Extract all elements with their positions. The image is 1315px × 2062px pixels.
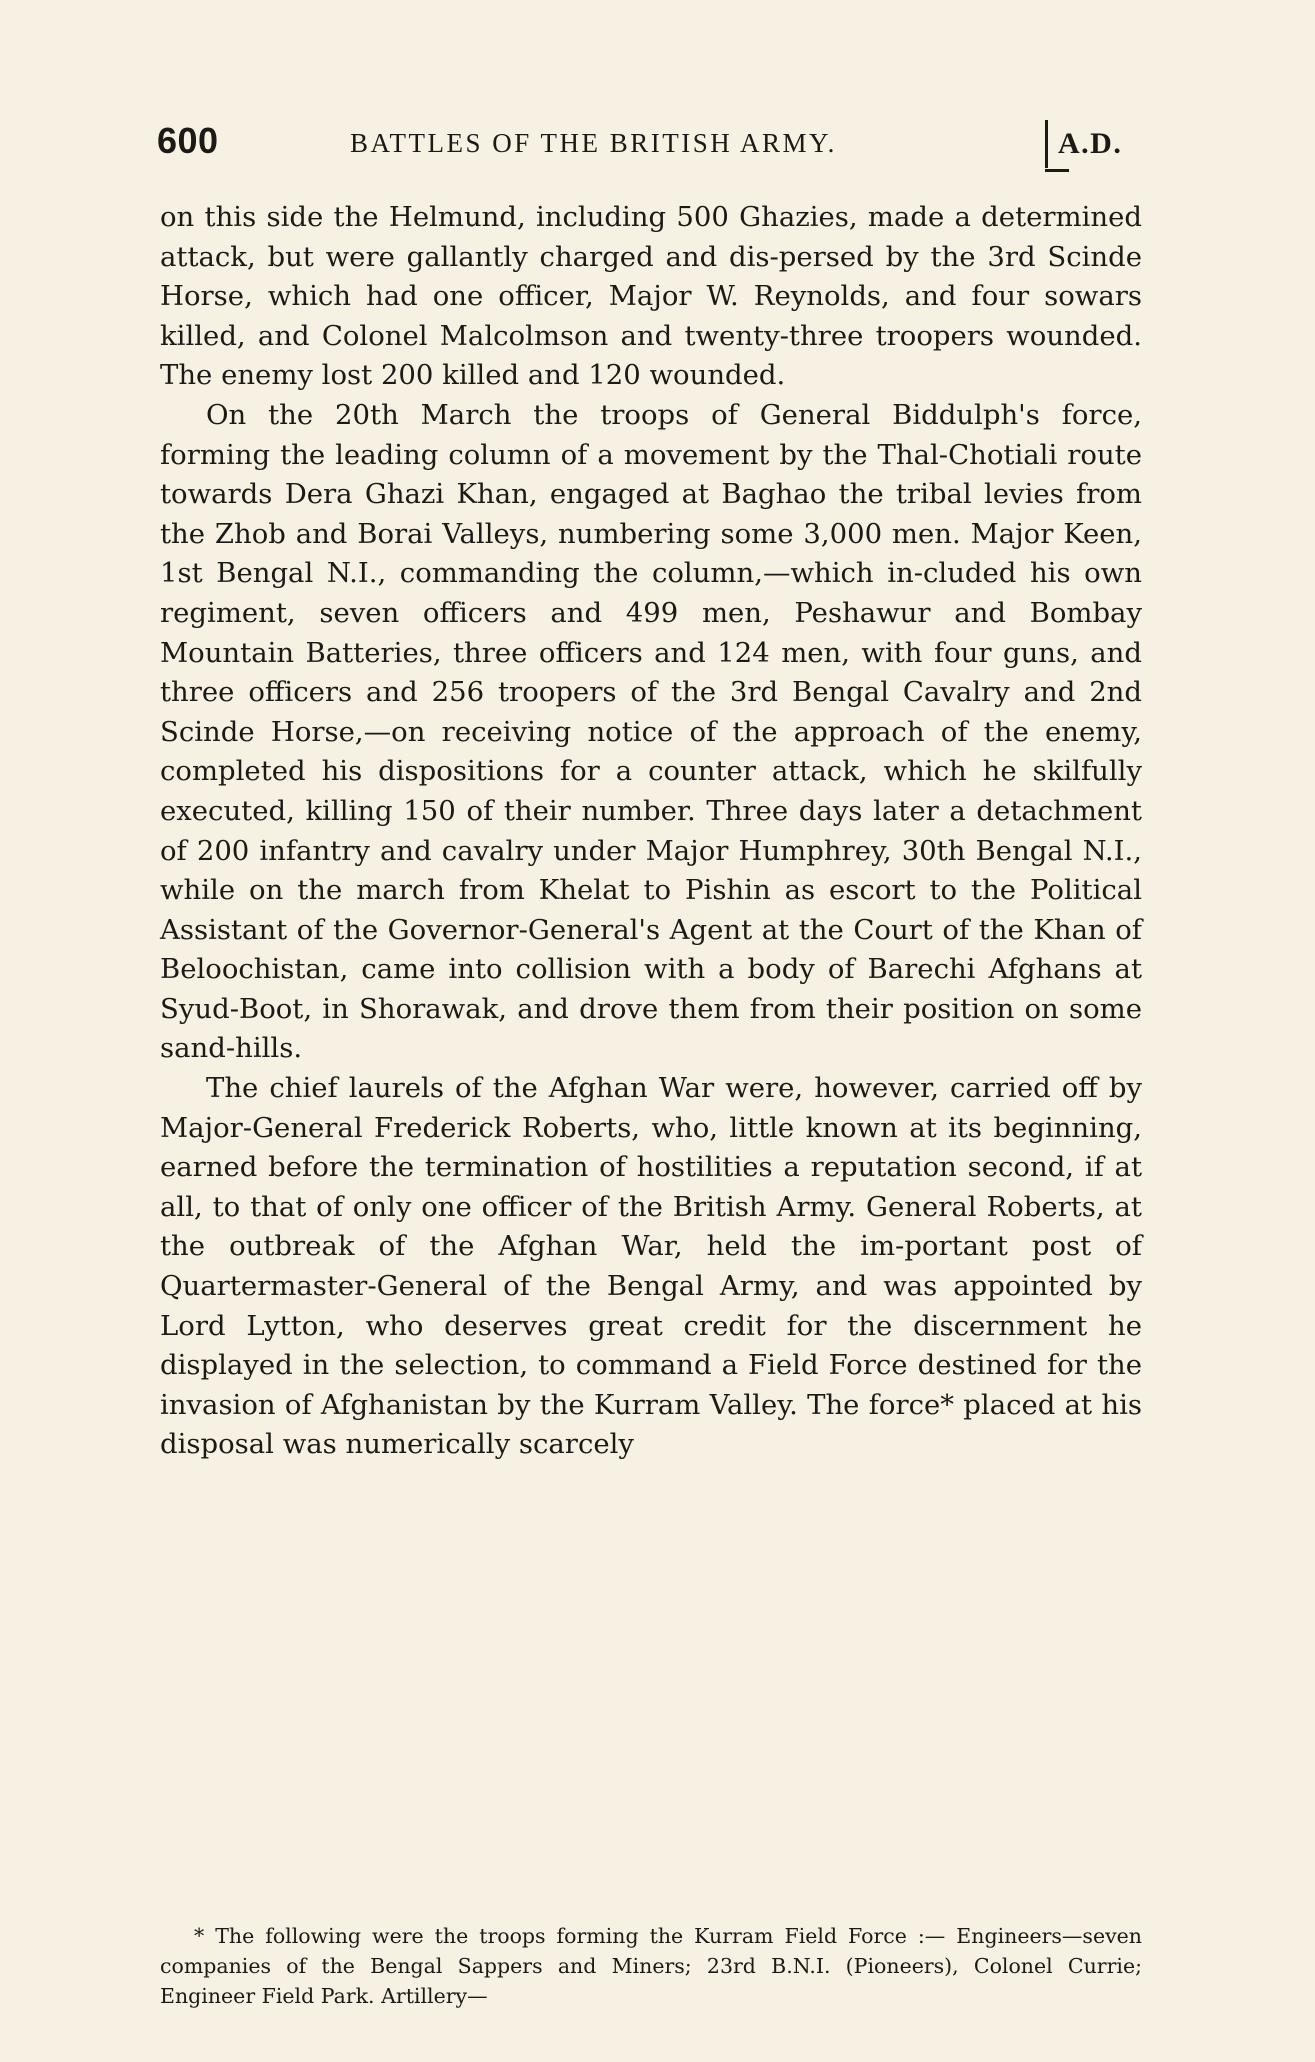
page-number: 600 — [157, 120, 219, 161]
running-title: BATTLES OF THE BRITISH ARMY. — [350, 128, 837, 158]
paragraph-biddulph: On the 20th March the troops of General Biddulph's force, forming the leading column of a movement by the Thal-Chotiali route towards Dera Ghazi Khan, engaged at Baghao the tribal levies from the Zhob and Borai Valleys, numbering some 3,000 men. Major Keen, 1st Bengal N.I., commanding the column,—which in-cluded his own regiment, seven officers and 499 men, Peshawur and Bombay Mountain Batteries, three officers and 124 men, with four guns, and three officers and 256 troopers of the 3rd Bengal Cavalry and 2nd Scinde Horse,—on receiving notice of the approach of the enemy, completed his dispositions for a counter attack, which he skilfully executed, killing 150 of their number. Three days later a detachment of 200 infantry and cavalry under Major Humphrey, 30th Bengal N.I., while on the march from Khelat to Pishin as escort to the Political Assistant of the Governor-General's Agent at the Court of the Khan of Beloochistan, came into collision with a body of Barechi Afghans at Syud-Boot, in Shorawak, and drove them from their position on some sand-hills. — [160, 398, 1142, 1065]
running-head — [155, 120, 1155, 180]
footnote — [160, 1921, 1142, 2011]
body-text — [160, 198, 1142, 1465]
section-mark: A.D. — [1045, 120, 1122, 168]
paragraph-roberts: The chief laurels of the Afghan War were, however, carried off by Major-General Frederick Roberts, who, little known at its beginning, earned before the termination of hostilities a reputation second, if at all, to that of only one officer of the British Army. General Roberts, at the outbreak of the Afghan War, held the im-portant post of Quartermaster-General of the Bengal Army, and was appointed by Lord Lytton, who deserves great credit for the discernment he displayed in the selection, to command a Field Force destined for the invasion of Afghanistan by the Kurram Valley. The force* placed at his disposal was numerically scarcely — [160, 1072, 1142, 1461]
footnote-text: * The following were the troops forming the Kurram Field Force :— Engineers—seven companies of the Bengal Sappers and Miners; 23rd B.N.I. (Pioneers), Colonel Currie; Engineer Field Park. Artillery— — [160, 1924, 1142, 2008]
paragraph-continued: on this side the Helmund, including 500 Ghazies, made a determined attack, but were gallantly charged and dis-persed by the 3rd Scinde Horse, which had one officer, Major W. Reynolds, and four sowars killed, and Colonel Malcolmson and twenty-three troopers wounded. The enemy lost 200 killed and 120 wounded. — [160, 201, 1142, 392]
